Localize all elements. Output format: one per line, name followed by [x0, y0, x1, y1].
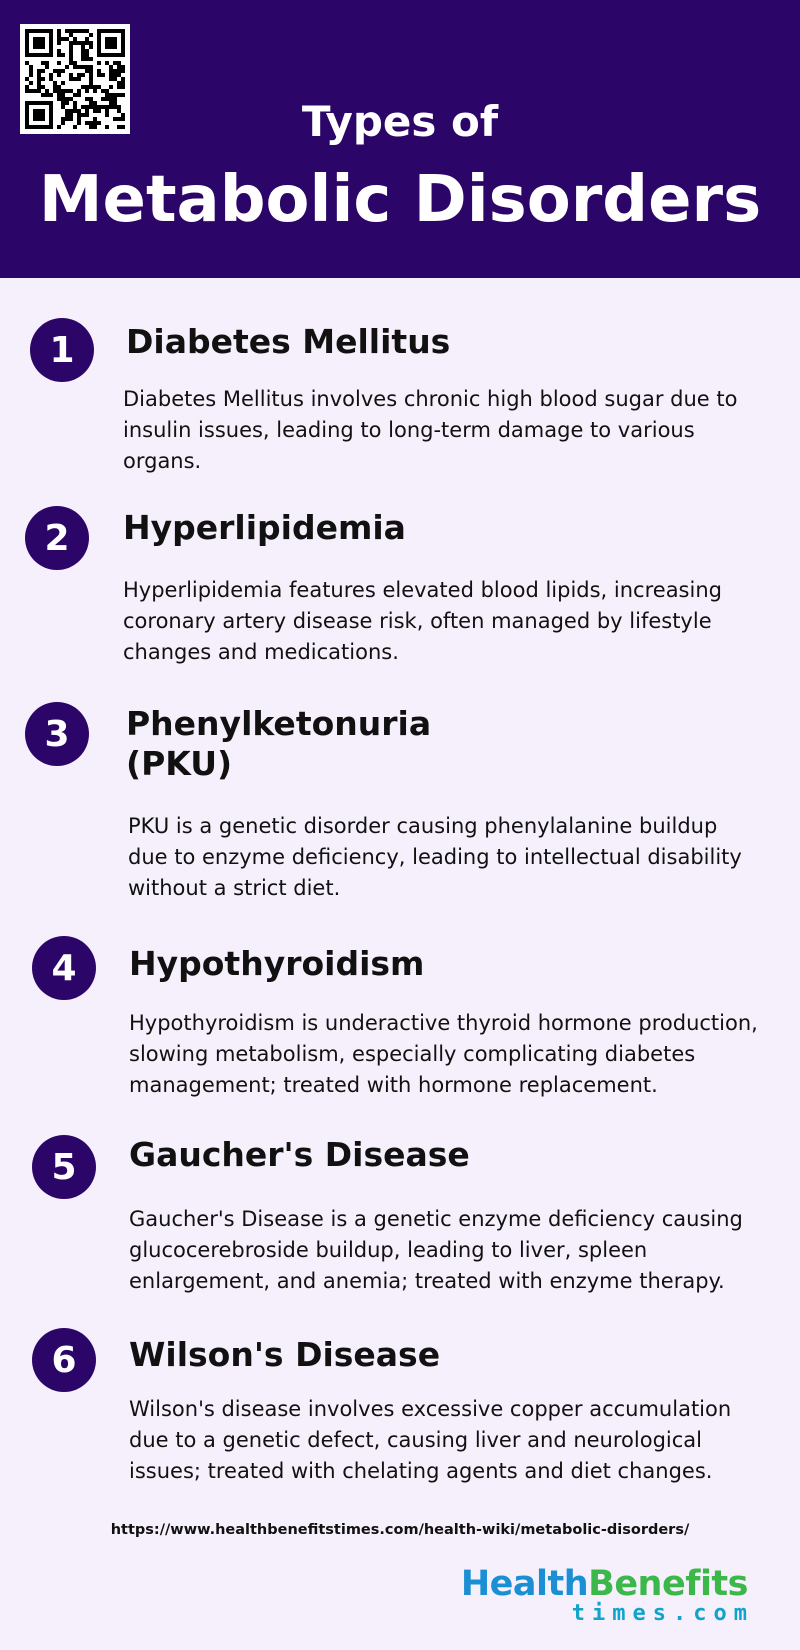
item-description: Hyperlipidemia features elevated blood lipids, increasing coronary artery disease risk, often managed by lifestyle changes and medications.: [123, 578, 722, 664]
header-subtitle: Types of: [301, 97, 499, 146]
item-title: Phenylketonuria (PKU): [126, 704, 432, 783]
item-number-badge: 1: [30, 318, 94, 382]
item-title: Diabetes Mellitus: [126, 322, 451, 361]
item-description: Wilson's disease involves excessive copper accumulation due to a genetic defect, causing liver and neurological issues; treated with chelating agents and diet changes.: [129, 1397, 732, 1483]
item-description: Hypothyroidism is underactive thyroid hormone production, slowing metabolism, especially complicating diabetes management; treated with hormone replacement.: [129, 1011, 758, 1097]
item-number-badge: 6: [32, 1328, 96, 1392]
item-description: Diabetes Mellitus involves chronic high blood sugar due to insulin issues, leading to long-term damage to various organs.: [123, 387, 738, 473]
item-title: Wilson's Disease: [129, 1335, 441, 1374]
item-description: Gaucher's Disease is a genetic enzyme deficiency causing glucocerebroside buildup, leading to liver, spleen enlargement, and anemia; treated with enzyme therapy.: [129, 1207, 743, 1293]
logo-text-health: Health: [460, 1564, 589, 1604]
header-banner: [0, 0, 800, 278]
item-number-badge: 3: [25, 702, 89, 766]
health-benefits-logo[interactable]: [428, 1564, 754, 1626]
logo-text-times: times.com: [571, 1601, 754, 1626]
item-number-badge: 5: [32, 1135, 96, 1199]
source-url[interactable]: https://www.healthbenefitstimes.com/health-wiki/metabolic-disorders/: [110, 1522, 690, 1538]
item-description: PKU is a genetic disorder causing phenylalanine buildup due to enzyme deficiency, leading to intellectual disability without a strict diet.: [128, 814, 742, 900]
item-title: Hyperlipidemia: [123, 508, 406, 547]
logo-text-benefits: Benefits: [588, 1564, 748, 1604]
item-title: Hypothyroidism: [129, 944, 425, 983]
item-number-badge: 4: [32, 936, 96, 1000]
item-title: Gaucher's Disease: [129, 1135, 470, 1174]
page-title: Metabolic Disorders: [38, 163, 762, 237]
item-number-badge: 2: [25, 506, 89, 570]
